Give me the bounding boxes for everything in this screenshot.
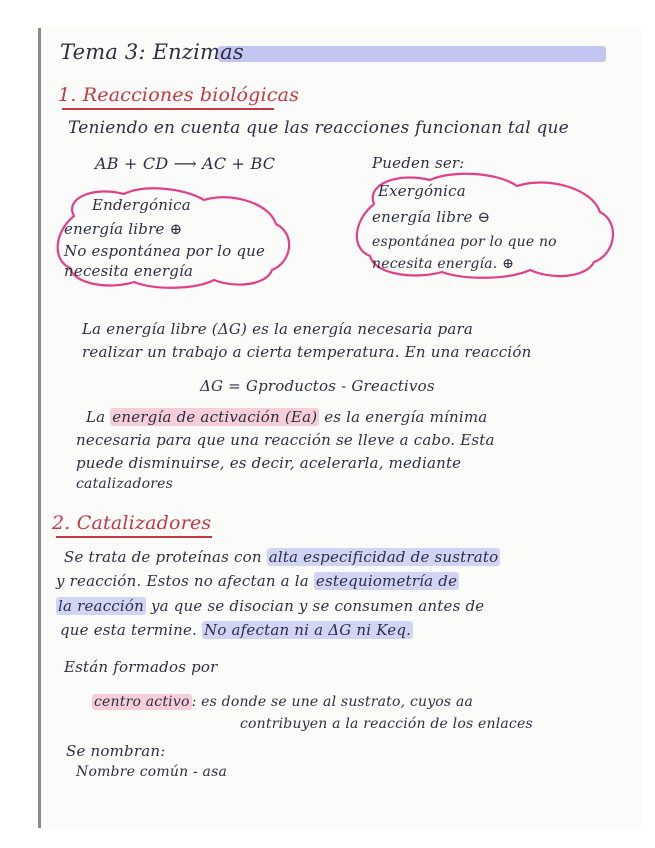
active-site-line-1 bbox=[92, 694, 473, 710]
catalysts-line-4 bbox=[60, 621, 413, 639]
catalysts-line-3-text: ya que se disocian y se consumen antes de bbox=[146, 597, 485, 615]
section-2-underline bbox=[56, 536, 212, 538]
endergonic-title: Endergónica bbox=[92, 196, 191, 214]
free-energy-line-2: realizar un trabajo a cierta temperatura. En una reacción bbox=[82, 343, 532, 361]
catalysts-line-1-text: Se trata de proteínas con bbox=[64, 548, 267, 566]
activation-line-3: puede disminuirse, es decir, acelerarla, mediante bbox=[76, 454, 462, 472]
can-be-label: Pueden ser: bbox=[372, 154, 465, 172]
catalysts-line-3 bbox=[56, 597, 484, 615]
catalysts-line-2-text: y reacción. Estos no afectan a la bbox=[56, 572, 314, 590]
active-site-line-2: contribuyen a la reacción de los enlaces bbox=[240, 716, 533, 732]
active-site-text: : es donde se une al sustrato, cuyos aa bbox=[191, 694, 474, 710]
activation-text-b: es la energía mínima bbox=[319, 408, 488, 426]
activation-line-4: catalizadores bbox=[76, 476, 173, 492]
section-1-heading: 1. Reacciones biológicas bbox=[58, 84, 300, 106]
exergonic-line-3: necesita energía. ⊕ bbox=[372, 256, 515, 272]
section-1-underline bbox=[62, 108, 274, 110]
free-energy-line-1: La energía libre (ΔG) es la energía necesaria para bbox=[82, 320, 474, 338]
activation-energy-highlight: energía de activación (Ea) bbox=[112, 408, 318, 426]
activation-text-a: La bbox=[86, 408, 111, 426]
formed-by-line: Están formados por bbox=[64, 658, 218, 676]
no-effect-highlight: No afectan ni a ΔG ni Keq. bbox=[204, 621, 412, 639]
endergonic-line-1: energía libre ⊕ bbox=[64, 220, 183, 238]
endergonic-line-3: necesita energía bbox=[64, 262, 194, 280]
catalysts-line-1 bbox=[64, 548, 500, 566]
named-line: Se nombran: bbox=[66, 742, 166, 760]
intro-line: Teniendo en cuenta que las reacciones funcionan tal que bbox=[68, 118, 569, 138]
page-title: Tema 3: Enzimas bbox=[60, 40, 244, 64]
reaction-highlight: la reacción bbox=[58, 597, 144, 615]
catalysts-line-2 bbox=[56, 572, 459, 590]
specificity-highlight: alta especificidad de sustrato bbox=[268, 548, 499, 566]
active-site-highlight: centro activo bbox=[94, 694, 190, 710]
exergonic-title: Exergónica bbox=[378, 182, 466, 200]
title-highlight bbox=[218, 46, 606, 62]
exergonic-line-1: energía libre ⊖ bbox=[372, 208, 491, 226]
reaction-equation: AB + CD ⟶ AC + BC bbox=[95, 154, 276, 173]
delta-g-formula: ΔG = Gproductos - Greactivos bbox=[200, 377, 435, 395]
exergonic-line-2: espontánea por lo que no bbox=[372, 234, 557, 250]
endergonic-line-2: No espontánea por lo que bbox=[64, 242, 266, 260]
activation-line-2: necesaria para que una reacción se lleve a cabo. Esta bbox=[76, 431, 495, 449]
stoichiometry-highlight: estequiometría de bbox=[315, 572, 458, 590]
activation-line-1 bbox=[86, 408, 487, 426]
section-2-heading: 2. Catalizadores bbox=[52, 512, 212, 534]
catalysts-line-4-text: que esta termine. bbox=[60, 621, 202, 639]
common-name-line: Nombre común - asa bbox=[76, 764, 228, 780]
